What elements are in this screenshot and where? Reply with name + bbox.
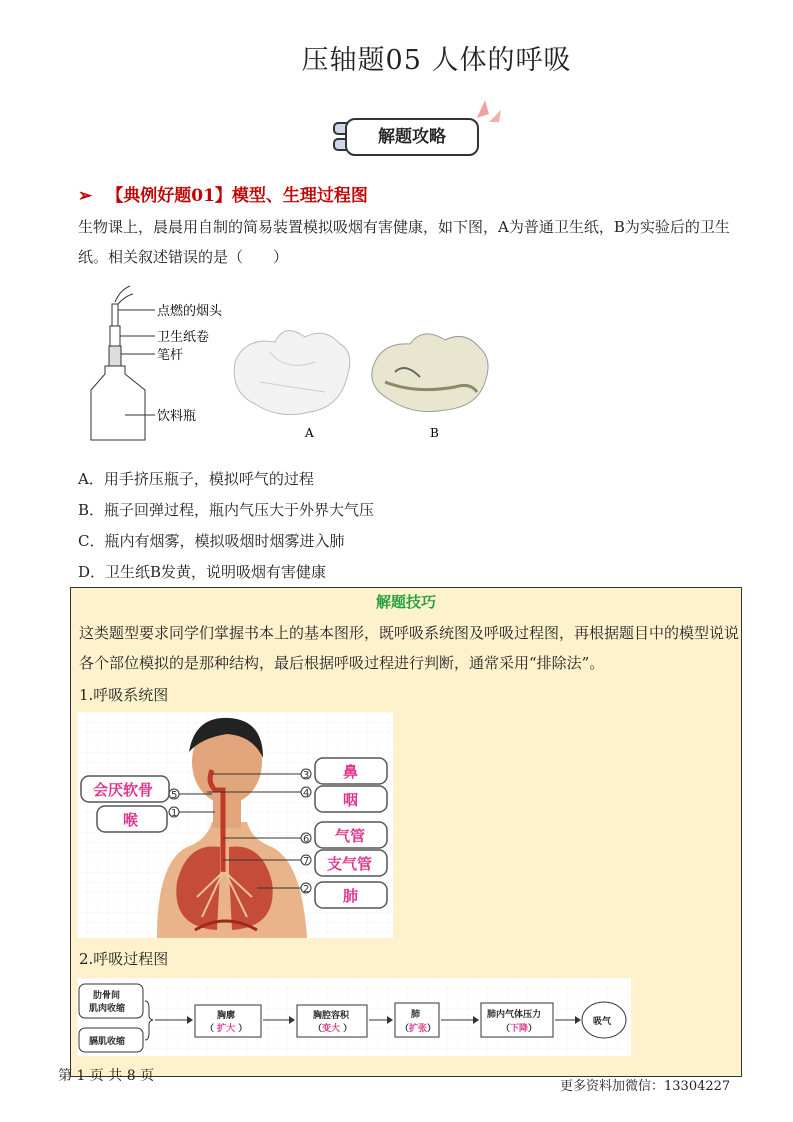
option-d: D．卫生纸B发黄，说明吸烟有害健康 — [78, 563, 327, 581]
tips-box — [70, 587, 742, 1077]
svg-text:喉: 喉 — [123, 811, 139, 829]
input-diaphragm — [79, 1028, 143, 1052]
tissue-b-image — [372, 334, 488, 412]
svg-text:膈肌收缩: 膈肌收缩 — [89, 1037, 126, 1047]
svg-text:2: 2 — [303, 884, 310, 895]
question-text: 生物课上，晨晨用自制的简易装置模拟吸烟有害健康，如下图，A为普通卫生纸，B为实验后的卫生纸。相关叙述错误的是（ ） — [78, 218, 730, 266]
option-a: A．用手挤压瓶子，模拟呼气的过程 — [78, 470, 314, 488]
label-cigarette: 点燃的烟头 — [157, 304, 223, 319]
label-lung — [315, 882, 387, 908]
contact-info: 更多资料加微信：13304227 — [560, 1079, 731, 1094]
arrow-marker-icon: ➢ — [78, 186, 93, 206]
tissue-b-label: B — [430, 426, 439, 440]
svg-text:（变大 ）: （变大 ） — [313, 1024, 353, 1034]
smoke-line — [118, 294, 133, 304]
strategy-banner — [333, 114, 483, 158]
tips-title: 解题技巧 — [375, 593, 436, 611]
label-bronchus — [315, 850, 387, 876]
svg-text:吸气: 吸气 — [593, 1017, 612, 1027]
svg-text:肺: 肺 — [411, 1010, 421, 1020]
drink-bottle — [91, 366, 145, 440]
svg-text:（ 扩大 ）: （ 扩大 ） — [205, 1024, 248, 1034]
subheading-respiratory-system: 1.呼吸系统图 — [79, 686, 169, 704]
svg-text:4: 4 — [303, 788, 310, 799]
svg-text:1: 1 — [171, 808, 178, 819]
option-c: C．瓶内有烟雾，模拟吸烟时烟雾进入肺 — [78, 532, 345, 550]
respiratory-system-diagram — [77, 712, 393, 938]
banner-label: 解题攻略 — [345, 118, 479, 156]
respiratory-process-diagram — [77, 978, 631, 1056]
tips-text: 这类题型要求同学们掌握书本上的基本图形，既呼吸系统图及呼吸过程图，再根据题目中的模型说说各个部位模拟的是那种结构，最后根据呼吸过程进行判断，通常采用“排除法”。 — [79, 624, 740, 672]
svg-text:咽: 咽 — [343, 791, 359, 809]
pen-barrel — [109, 346, 121, 366]
tissue-roll — [110, 326, 120, 346]
label-tissue-roll: 卫生纸卷 — [157, 330, 210, 345]
section-label: 【典例好题01】模型、生理过程图 — [106, 186, 368, 206]
page-title: 压轴题05 人体的呼吸 — [301, 45, 572, 76]
apparatus-figure — [85, 282, 505, 452]
svg-text:肋骨间: 肋骨间 — [93, 991, 121, 1001]
step-thorax — [195, 1005, 261, 1037]
decoration-icon — [473, 96, 503, 126]
subheading-respiratory-process: 2.呼吸过程图 — [79, 950, 169, 968]
svg-text:（扩张）: （扩张） — [400, 1024, 437, 1034]
svg-text:肌肉收缩: 肌肉收缩 — [89, 1004, 126, 1014]
svg-text:支气管: 支气管 — [327, 855, 373, 873]
svg-text:肺内气体压力: 肺内气体压力 — [487, 1010, 542, 1020]
tissue-a-image — [234, 331, 350, 415]
label-pharynx — [315, 786, 387, 812]
input-rib-muscle — [79, 984, 143, 1018]
page-number: 第 1 页 共 8 页 — [58, 1068, 155, 1084]
step-chest-volume — [297, 1005, 367, 1037]
section-heading — [78, 181, 368, 206]
label-larynx — [97, 806, 167, 832]
svg-text:7: 7 — [303, 856, 310, 867]
cigarette — [112, 304, 118, 326]
svg-text:6: 6 — [303, 834, 310, 845]
svg-text:（下降）: （下降） — [501, 1024, 538, 1034]
result-inhale — [582, 1002, 626, 1038]
option-b: B．瓶子回弹过程，瓶内气压大于外界大气压 — [78, 501, 375, 519]
svg-text:胸腔容积: 胸腔容积 — [313, 1011, 350, 1021]
label-bottle: 饮料瓶 — [157, 409, 197, 424]
svg-text:肺: 肺 — [343, 887, 359, 905]
svg-text:5: 5 — [171, 790, 178, 801]
tissue-a-label: A — [305, 426, 314, 440]
step-lung-pressure — [481, 1003, 553, 1037]
label-nose — [315, 758, 387, 784]
step-lung — [395, 1003, 439, 1037]
svg-text:会厌软骨: 会厌软骨 — [93, 781, 154, 799]
svg-text:胸廓: 胸廓 — [217, 1011, 236, 1021]
svg-text:3: 3 — [303, 770, 310, 781]
svg-text:鼻: 鼻 — [343, 763, 359, 781]
label-trachea — [315, 822, 387, 848]
svg-text:气管: 气管 — [335, 827, 366, 845]
label-pen: 笔杆 — [157, 348, 184, 363]
label-epiglottis — [81, 776, 169, 802]
